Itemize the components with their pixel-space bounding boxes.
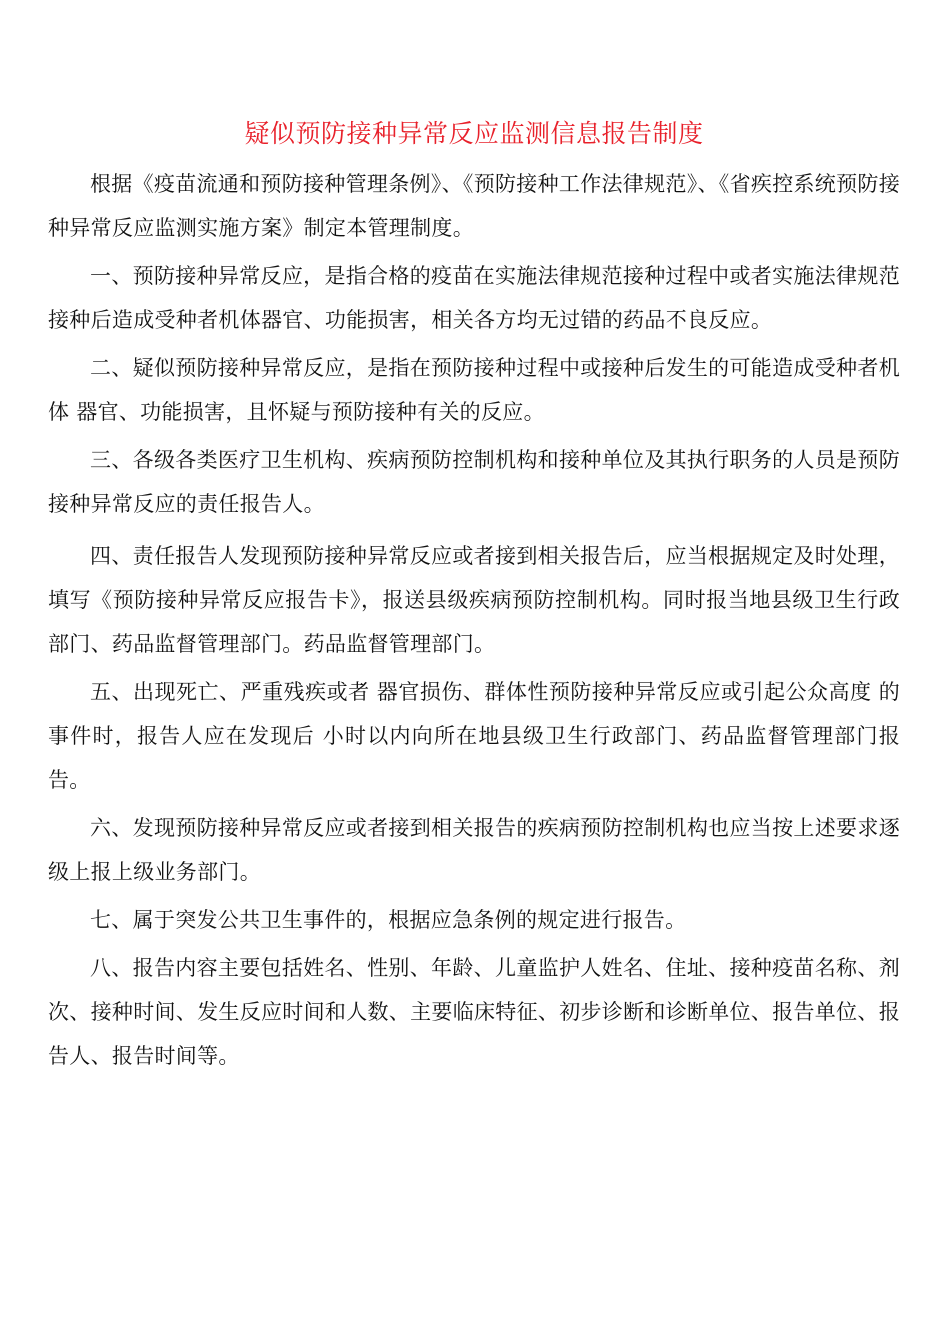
paragraph-6: 六、发现预防接种异常反应或者接到相关报告的疾病预防控制机构也应当按上述要求逐级上报上级业务部门。 — [48, 816, 900, 884]
paragraph-3: 三、各级各类医疗卫生机构、疾病预防控制机构和接种单位及其执行职务的人员是预防接种异常反应的责任报告人。 — [48, 448, 900, 516]
document-title: 疑似预防接种异常反应监测信息报告制度 — [244, 119, 704, 148]
paragraph-7: 七、属于突发公共卫生事件的，根据应急条例的规定进行报告。 — [90, 908, 687, 932]
paragraph-intro: 根据《疫苗流通和预防接种管理条例》、《预防接种工作法律规范》、《省疾控系统预防接种异常反应监测实施方案》制定本管理制度。 — [48, 172, 900, 240]
paragraph-5: 五、出现死亡、严重残疾或者 器官损伤、群体性预防接种异常反应或引起公众高度 的事件时，报告人应在发现后 小时以内向所在地县级卫生行政部门、药品监督管理部门报告。 — [48, 680, 900, 792]
paragraph-4: 四、责任报告人发现预防接种异常反应或者接到相关报告后，应当根据规定及时处理，填写《预防接种异常反应报告卡》，报送县级疾病预防控制机构。同时报当地县级卫生行政部门、药品监督管理部门。药品监督管理部门。 — [48, 544, 900, 656]
document-page — [48, 114, 900, 1082]
paragraph-2: 二、疑似预防接种异常反应，是指在预防接种过程中或接种后发生的可能造成受种者机体 器官、功能损害，且怀疑与预防接种有关的反应。 — [48, 356, 900, 424]
paragraph-1: 一、预防接种异常反应，是指合格的疫苗在实施法律规范接种过程中或者实施法律规范接种后造成受种者机体器官、功能损害，相关各方均无过错的药品不良反应。 — [48, 264, 900, 332]
paragraph-8: 八、报告内容主要包括姓名、性别、年龄、儿童监护人姓名、住址、接种疫苗名称、剂次、接种时间、发生反应时间和人数、主要临床特征、初步诊断和诊断单位、报告单位、报告人、报告时间等。 — [48, 956, 900, 1068]
